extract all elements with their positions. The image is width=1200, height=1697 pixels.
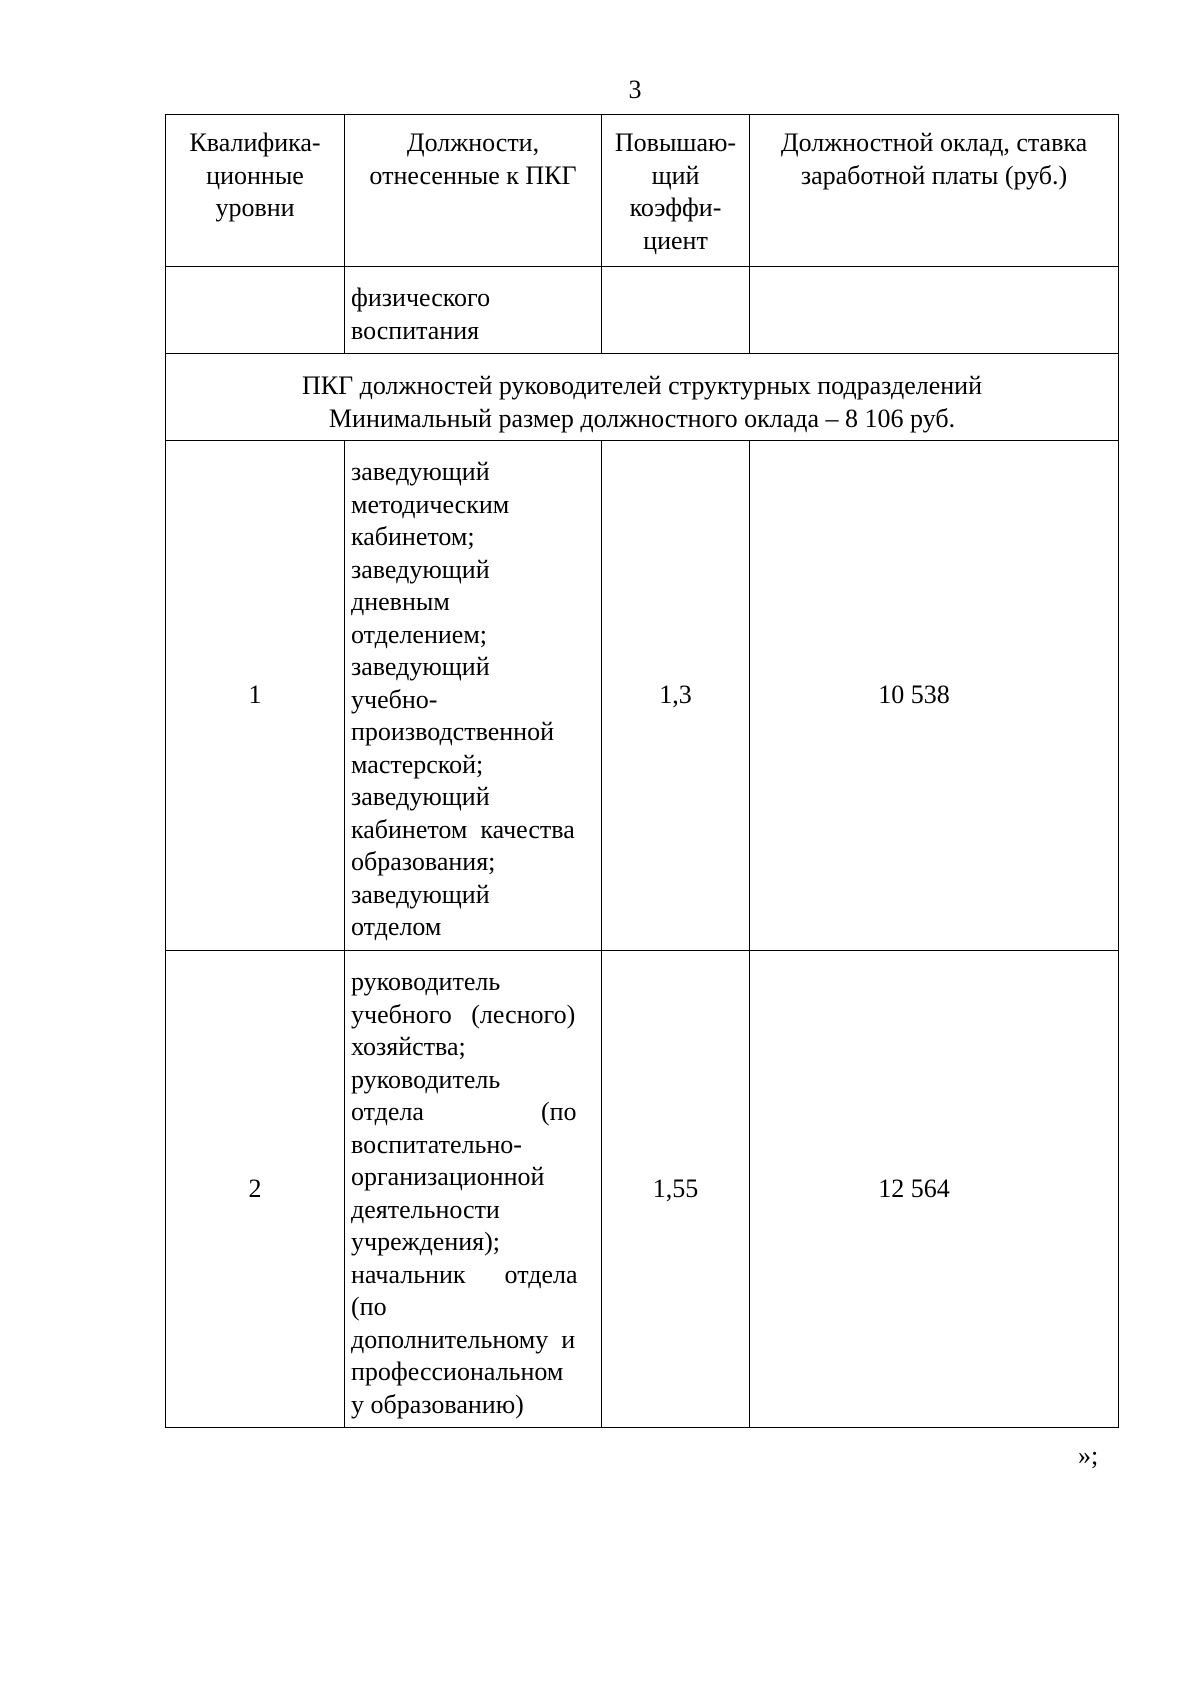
table-group-row: [166, 354, 1119, 441]
position-line: руководитель: [351, 967, 501, 996]
salary-value: 12 564: [878, 1173, 950, 1203]
position-line: руководитель: [351, 1064, 501, 1094]
position-line: образования;: [351, 847, 496, 876]
position-line: учебного (лесного): [351, 999, 576, 1029]
position-line: отделением;: [351, 619, 488, 649]
cell-salary-empty: [750, 267, 1119, 354]
header-text-line: Квалифика-: [189, 128, 321, 157]
table-row-continuation: [166, 267, 1119, 354]
position-line: дополнительному и: [351, 1324, 576, 1354]
table-row: [166, 441, 1119, 951]
cell-salary: [750, 441, 1119, 951]
group-heading-cell: [166, 354, 1119, 441]
page-number: 3: [628, 75, 642, 104]
position-line: начальник отдела: [351, 1259, 578, 1289]
position-line: производственной: [351, 717, 554, 746]
header-text-line: циент: [643, 225, 708, 255]
header-text-line: Повышаю-: [614, 128, 737, 157]
cell-positions: [345, 441, 602, 951]
position-line: методическим: [351, 489, 510, 519]
position-line: деятельности: [351, 1194, 500, 1224]
group-title: ПКГ должностей руководителей структурных подразделений: [301, 371, 982, 400]
position-line: кабинетом качества: [351, 814, 575, 844]
position-line: учебно-: [351, 684, 438, 714]
position-line: заведующий: [351, 457, 490, 486]
header-text-line: уровни: [215, 193, 295, 222]
salary-value: 10 538: [878, 680, 950, 710]
cell-salary: [750, 951, 1119, 1428]
position-line: у образованию): [351, 1389, 524, 1419]
header-text-line: заработной платы (руб.): [800, 160, 1068, 190]
position-line: кабинетом;: [351, 522, 475, 551]
position-line: физического: [351, 283, 491, 312]
position-line: учреждения);: [351, 1227, 501, 1256]
header-text-line: коэффи-: [629, 193, 722, 222]
position-line: (по: [351, 1292, 387, 1321]
position-line: профессиональном: [351, 1357, 564, 1386]
closing-quote-mark: »;: [1078, 1441, 1099, 1470]
cell-level-empty: [166, 267, 345, 354]
position-line: заведующий: [351, 554, 490, 584]
position-line: дневным: [351, 587, 450, 616]
cell-level: 1: [166, 441, 345, 951]
position-line: отделом: [351, 912, 442, 941]
cell-positions: [345, 951, 602, 1428]
cell-positions: [345, 267, 602, 354]
cell-coefficient: 1,3: [602, 441, 750, 951]
header-qualification-levels: [166, 115, 345, 267]
table-header-row: [166, 115, 1119, 267]
position-line: заведующий: [351, 879, 490, 909]
header-positions: [345, 115, 602, 267]
position-line: отдела (по: [351, 1097, 577, 1126]
table-row: [166, 951, 1119, 1428]
position-line: хозяйства;: [351, 1032, 466, 1061]
position-line: заведующий: [351, 782, 490, 811]
header-text-line: щий: [651, 160, 700, 190]
group-min-salary: Минимальный размер должностного оклада – 8 106 руб.: [328, 403, 956, 433]
header-coefficient: [602, 115, 750, 267]
position-line: заведующий: [351, 652, 490, 681]
cell-coefficient: 1,55: [602, 951, 750, 1428]
position-line: воспитательно-: [351, 1129, 522, 1159]
header-text-line: Должности,: [406, 128, 540, 157]
salary-table: [165, 114, 1119, 1428]
header-text-line: ционные: [206, 160, 304, 190]
header-text-line: Должностной оклад, ставка: [780, 128, 1088, 157]
cell-coefficient-empty: [602, 267, 750, 354]
cell-level: 2: [166, 951, 345, 1428]
position-line: организационной: [351, 1162, 545, 1191]
position-line: воспитания: [351, 315, 480, 345]
header-text-line: отнесенные к ПКГ: [369, 160, 577, 190]
position-line: мастерской;: [351, 749, 484, 779]
header-salary: [750, 115, 1119, 267]
